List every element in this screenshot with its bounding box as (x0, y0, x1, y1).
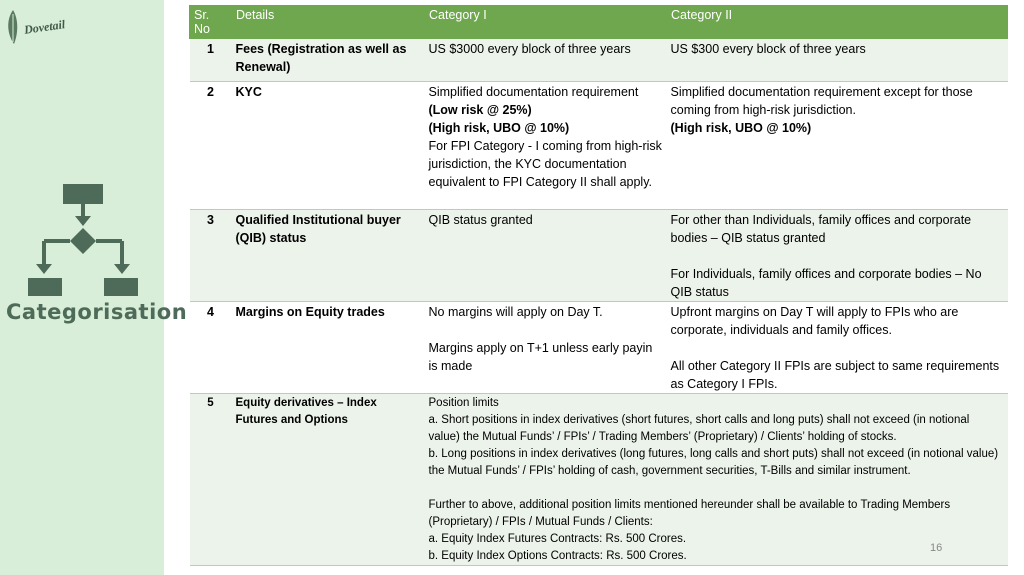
cell-merged (425, 394, 1008, 566)
header-details: Details (232, 6, 425, 39)
comparison-table (189, 5, 1007, 566)
table-row (190, 39, 1008, 82)
cell-category-1 (425, 82, 667, 210)
spacer (671, 339, 1004, 357)
cell-text: b. Long positions in index derivatives (long futures, long calls and short puts) shall not exceed (in notional value) the Mutual Funds’ / FPIs’ holding of cash, government securities, T-Bills and similar instrument. (428, 448, 999, 477)
section-title: Categorisation (6, 300, 188, 324)
table-row (190, 302, 1008, 394)
cell-category-2 (667, 302, 1008, 394)
spacer (429, 321, 663, 339)
cell-text: Position limits (428, 397, 499, 409)
cell-text-bold: (High risk, UBO @ 10%) (428, 121, 570, 135)
cell-text: Further to above, additional position limits mentioned hereunder shall be available to Trading Members (Proprietary) / FPIs / Mutual Funds / Clients: (428, 499, 951, 528)
cell-category-1 (425, 302, 667, 394)
cell-category-2 (667, 82, 1008, 210)
row-number: 3 (190, 210, 232, 302)
cell-text: All other Category II FPIs are subject to same requirements as Category I FPIs. (670, 359, 1000, 391)
cell-text: Simplified documentation requirement except for those coming from high-risk jurisdiction. (670, 85, 973, 117)
table-header-row (190, 6, 1008, 39)
page-number: 16 (930, 542, 943, 554)
cell-text: Simplified documentation requirement (428, 85, 639, 99)
cell-text: b. Equity Index Options Contracts: Rs. 500 Crores. (428, 550, 687, 562)
cell-text: a. Short positions in index derivatives (short futures, short calls and long puts) shall not exceed (in notional value) the Mutual Funds’ / FPIs’ / Trading Members’ (Proprietary) / Clients’ holding of stocks. (428, 414, 970, 443)
table-row (190, 210, 1008, 302)
sidebar (0, 0, 188, 575)
row-details: Equity derivatives – Index Futures and Options (232, 394, 425, 566)
cell-text: QIB status granted (428, 213, 533, 227)
header-sr-no: Sr. No (190, 6, 232, 39)
cell-text: For Individuals, family offices and corporate bodies – No QIB status (670, 267, 982, 299)
cell-text-bold: (Low risk @ 25%) (428, 103, 532, 117)
spacer (671, 247, 1004, 265)
header-category-2: Category II (667, 6, 1008, 39)
row-details: Fees (Registration as well as Renewal) (232, 39, 425, 82)
cell-category-2 (667, 39, 1008, 82)
cell-category-1 (425, 210, 667, 302)
table-row (190, 82, 1008, 210)
cell-text: US $300 every block of three years (670, 42, 866, 56)
row-number: 2 (190, 82, 232, 210)
row-number: 4 (190, 302, 232, 394)
row-details: Margins on Equity trades (232, 302, 425, 394)
cell-text: a. Equity Index Futures Contracts: Rs. 500 Crores. (428, 533, 687, 545)
logo-text: Dovetail (23, 17, 67, 37)
cell-category-1 (425, 39, 667, 82)
cell-text: No margins will apply on Day T. (428, 305, 603, 319)
cell-text: US $3000 every block of three years (428, 42, 631, 56)
cell-category-2 (667, 210, 1008, 302)
flowchart-icon (28, 180, 138, 298)
cell-text: For other than Individuals, family offices and corporate bodies – QIB status granted (670, 213, 972, 245)
cell-text: Upfront margins on Day T will apply to FPIs who are corporate, individuals and family offices. (670, 305, 959, 337)
row-details: Qualified Institutional buyer (QIB) status (232, 210, 425, 302)
cell-text-bold: (High risk, UBO @ 10%) (670, 121, 812, 135)
row-number: 5 (190, 394, 232, 566)
cell-text: Margins apply on T+1 unless early payin is made (428, 341, 653, 373)
row-number: 1 (190, 39, 232, 82)
row-details: KYC (232, 82, 425, 210)
spacer (429, 480, 1004, 497)
header-category-1: Category I (425, 6, 667, 39)
table-row (190, 394, 1008, 566)
cell-text: For FPI Category - I coming from high-risk jurisdiction, the KYC documentation equivalent to FPI Category II shall apply. (428, 139, 662, 189)
logo (4, 6, 67, 48)
